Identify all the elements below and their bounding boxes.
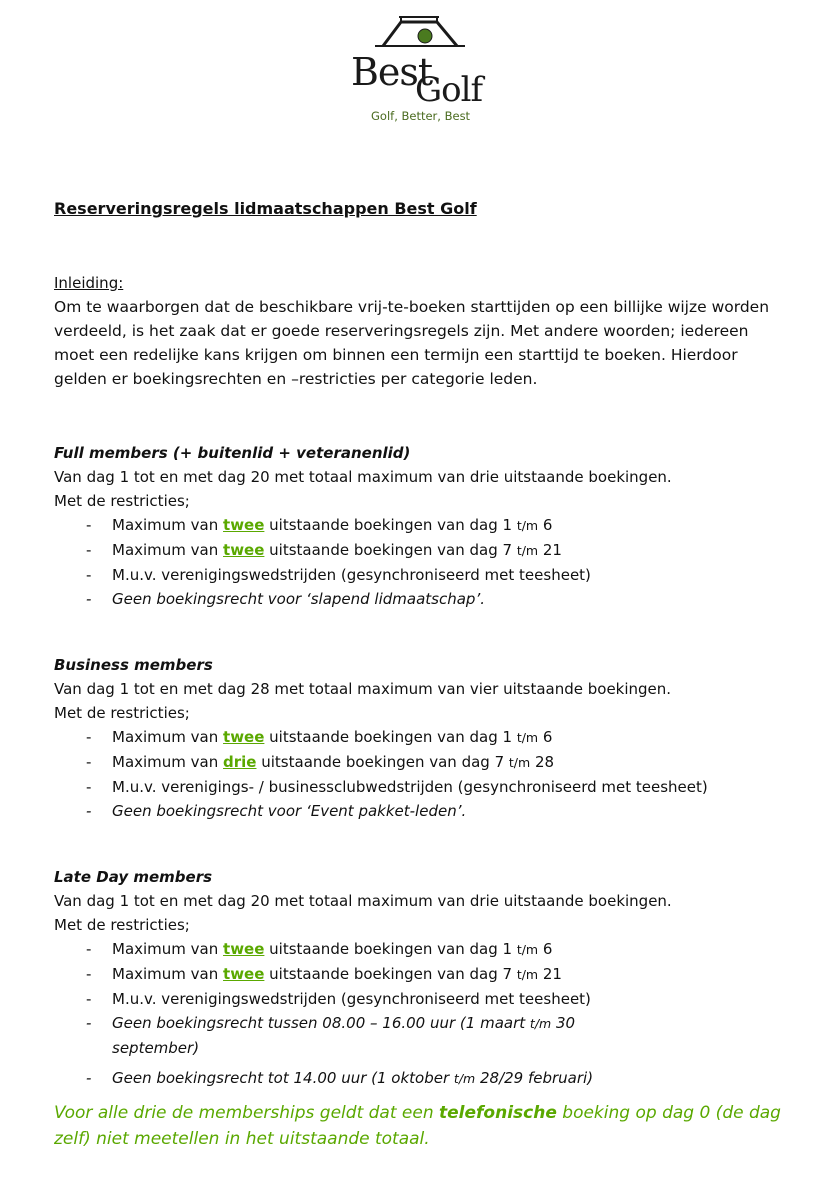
intro-heading: Inleiding: — [54, 274, 124, 292]
intro-text: Om te waarborgen dat de beschikbare vrij-te-boeken starttijden op een billijke wijze worden verdeeld, is het zaak dat er goede reserveringsregels zijn. Met andere woorden; iedereen moet een redelijke kans krijgen om binnen een termijn een starttijd te boeken. Hierdoor gelden er boekingsrechten en –restricties per categorie leden. — [54, 298, 770, 388]
section-rule-line: Van dag 1 tot en met dag 28 met totaal maximum van vier uitstaande boekingen. — [54, 680, 672, 698]
restrictions-label: Met de restricties; — [54, 704, 190, 722]
section-rule-line: Van dag 1 tot en met dag 20 met totaal maximum van drie uitstaande boekingen. — [54, 892, 672, 910]
highlight-count: twee — [223, 516, 265, 534]
section-title: Late Day members — [54, 868, 213, 886]
highlight-count: twee — [223, 728, 265, 746]
footer-note: Voor alle drie de memberships geldt dat een telefonische boeking op dag 0 (de dag zelf) niet meetellen in het uitstaande totaal. — [54, 1103, 781, 1149]
best-golf-logo — [345, 14, 495, 129]
highlight-count: twee — [223, 965, 265, 983]
section-business-members — [54, 653, 794, 823]
restrictions-list — [54, 725, 794, 823]
highlight-count: twee — [223, 940, 265, 958]
list-item: - Geen boekingsrecht voor ‘slapend lidmaatschap’. — [86, 590, 485, 608]
logo-wordmark-golf: Golf — [415, 70, 483, 110]
document-title: Reserveringsregels lidmaatschappen Best Golf — [54, 199, 477, 218]
logo-wordmark-best: Best — [351, 50, 433, 94]
list-item: - Maximum van twee uitstaande boekingen van dag 7 t/m 21 — [86, 965, 562, 983]
list-item: - Maximum van twee uitstaande boekingen van dag 1 t/m 6 — [86, 940, 553, 958]
list-item: - M.u.v. verenigingswedstrijden (gesynchroniseerd met teesheet) — [86, 566, 591, 584]
list-item: - Geen boekingsrecht tussen 08.00 – 16.00 uur (1 maart t/m 30 september) — [86, 1014, 576, 1057]
restrictions-list — [54, 937, 794, 1091]
section-full-members — [54, 441, 794, 611]
restrictions-list — [54, 513, 794, 611]
section-rule-line: Van dag 1 tot en met dag 20 met totaal maximum van drie uitstaande boekingen. — [54, 468, 672, 486]
highlight-count: twee — [223, 541, 265, 559]
restrictions-label: Met de restricties; — [54, 916, 190, 934]
list-item: - Maximum van twee uitstaande boekingen van dag 1 t/m 6 — [86, 516, 553, 534]
list-item: - Maximum van drie uitstaande boekingen van dag 7 t/m 28 — [86, 753, 555, 771]
list-item: - Geen boekingsrecht tot 14.00 uur (1 oktober t/m 28/29 februari) — [86, 1069, 594, 1087]
section-title: Business members — [54, 656, 213, 674]
list-item: - Maximum van twee uitstaande boekingen van dag 1 t/m 6 — [86, 728, 553, 746]
section-title: Full members (+ buitenlid + veteranenlid) — [54, 444, 411, 462]
highlight-count: drie — [223, 753, 257, 771]
list-item: - M.u.v. verenigings- / businessclubwedstrijden (gesynchroniseerd met teesheet) — [86, 778, 708, 796]
restrictions-label: Met de restricties; — [54, 492, 190, 510]
footer-highlight: telefonische — [439, 1103, 557, 1123]
logo-tagline: Golf, Better, Best — [371, 109, 471, 123]
list-item: - M.u.v. verenigingswedstrijden (gesynchroniseerd met teesheet) — [86, 990, 591, 1008]
list-item: - Geen boekingsrecht voor ‘Event pakket-leden’. — [86, 802, 467, 820]
section-late-day-members — [54, 865, 794, 1091]
list-item: - Maximum van twee uitstaande boekingen van dag 7 t/m 21 — [86, 541, 562, 559]
